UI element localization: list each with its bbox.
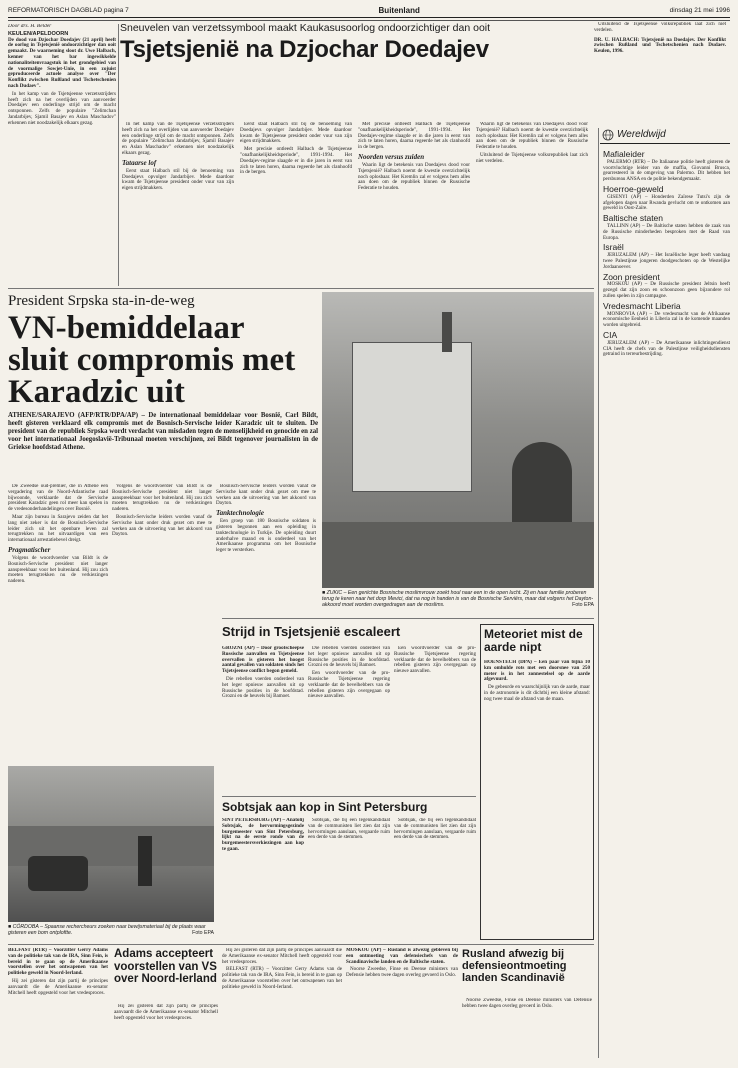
- chechnya-subhead: Tataarse lof: [122, 158, 157, 167]
- sidebar-wereldwijd: [603, 148, 730, 1053]
- photo-chimney: [442, 312, 452, 352]
- sidebar-item-head: Hoerroe-geweld: [603, 183, 664, 194]
- photo-stove-woman: [322, 292, 594, 588]
- vn-paragraph: Volgens de woordvoerder van Bildt is de Bosnisch-Servische president niet langer aanspreekbaar voor het buitenland. Hij zou zich moeten terugtrekken nu de verkiezingen naderen.: [8, 554, 108, 585]
- vn-paragraph: Volgens de woordvoerder van Bildt is de Bosnisch-Servische president niet langer aanspreekbaar voor het buitenland. Hij zou zich moeten terugtrekken nu de verkiezingen naderen.: [112, 484, 212, 513]
- vn-subhead: Tanktechnologie: [216, 509, 264, 518]
- sidebar-item-text: GISENYI (AP) – Honderden Zaïrese Tutsi's zijn de afgelopen dagen naar Rwanda gevlucht om te ontkomen aan geweld in Oost-Zaïre.: [603, 193, 730, 212]
- chechnya-title: Tsjetsjenië na Dzjochar Doedajev: [120, 36, 489, 63]
- chechnya-kicker: Sneuvelen van verzetssymbool maakt Kaukasusoorlog ondoorzichtiger dan ooit: [120, 22, 491, 34]
- sidebar-item-text: TALLINN (AP) – De Baltische staten hebben de zaak van de Russische minderheden besproken met de Raad van Europa.: [603, 222, 730, 241]
- sidebar-item-text: MOSKOU (AP) – De Russische president Jeltsin heeft gezegd dat zijn zoon en schoonzoon geen bijzondere rol zullen spelen in zijn campagne.: [603, 281, 730, 299]
- rusland-lead: MOSKOU (AP) – Rusland is afwezig gebleven bij een ontmoeting van defensiechefs van de Scandinavische landen en de Baltische staten.: [346, 948, 458, 965]
- vn-lead: ATHENE/SARAJEVO (AFP/RTR/DPA/AP) – De internationaal bemiddelaar voor Bosnië, Carl Bildt, heeft gisteren verklaard elk compromis met de Bosnisch-Servische leider Karadzic uit te sluiten. De president van de republiek Srpska wordt verdacht van misdaden tegen de menselijkheid en genocide en zal voor het internationaal Joegoslavië-Tribunaal moeten verschijnen, zei Bildt tegenover journalisten in de Griekse hoofdstad Athene.: [8, 412, 318, 451]
- chechnya-paragraph: Met precisie ontleedt Halbach de Tsjetsjeense "onafhankelijkheidsperiode", 1991-1994. Het Doedajev-regime slaagde er in die jaren in eerst van zich te laten horen, daarna regeerde het als clanhoofd in de bergen.: [358, 122, 470, 151]
- strijd-lead: GROZNI (AP) – Door grootscheepse Russische aanvallen en Tsjetsjeense overvallen is gisteren het hoogst aantal gevallen van soldaten sinds het Tsjetsjeense conflict begon gemeld.: [222, 646, 304, 675]
- sidebar-item-head: Vredesmacht Liberia: [603, 300, 681, 311]
- adams-col-1: [8, 948, 108, 1058]
- chechnya-lead: De dood van Dzjochar Doedajev (21 april) heeft de oorlog in Tsjetsjenië ondoorzichtiger dan ooit gemaakt. De waarneming sloot dr. Uwe Halbach, kenner van het bar ingewikkelde nationaliteitenvraagstuk in het grondgebied van de voormalige Sowjet-Unie, in een zojuist geproduceerde actuele analyse over "Der Konflikt zwischen Rußland und Tschetschenien nach Dudaev".: [8, 36, 116, 89]
- meteoriet-lead: HOENSTECH (DPA) – Een paar van bijna 10 km omhulde rots met een doorsnee van 250 meter is in het zonnestelsel op de aarde afgevuurd.: [484, 660, 590, 683]
- vn-paragraph: Bosnisch-Servische leiders worden vanaf de Servische kant onder druk gezet om mee te werken aan de uitvoering van het akkoord van Dayton.: [112, 513, 212, 538]
- rusland-paragraph: Noorse Zweedse, Finse en Deense ministers van Defensie hebben twee dagen overleg gevoerd in Oslo.: [462, 998, 592, 1009]
- photo-car: [28, 856, 88, 891]
- chechnya-byline: Door drs. H. Belder: [8, 24, 52, 29]
- adams-paragraph: Hij zei gisteren dat zijn partij de principes aanvaardt die de Amerikaanse ex-senator Mitchell heeft opgesteld voor het vredesproces.: [8, 977, 108, 996]
- vn-subhead: Pragmatischer: [8, 545, 51, 554]
- section-rule: [8, 288, 594, 289]
- strijd-paragraph: Die rebellen voerden onderdeel van het leger opnieuw aanvallen uit op Russische posities in de hoofdstad. Grozni en de heuvels bij Bamoet.: [222, 675, 304, 700]
- rusland-col-2: [462, 998, 592, 1058]
- photo-caption: [8, 924, 214, 936]
- chechnya-paragraph: In het kamp van de Tsjetsjeense verzetsstrijders heeft zich na het overlijden van aanvoerder Doedajev een onderlinge strijd om de macht ontsponnen. Zelfs de populaire "Zelimchan Jandarbijev, Sjamil Basajev en Aslan Maschadov" erkennen niet noodzakelijk elkaars gezag.: [8, 90, 116, 126]
- section-rule: [222, 796, 476, 797]
- sidebar-title: Wereldwijd: [617, 129, 666, 140]
- strijd-paragraph: Een woordvoerder van de pro-Russische Tsjetsjeense regering verklaarde dat de bevelhebbers van de rebellen gisteren zijn overgegaan op nieuwe aanvallen.: [308, 670, 390, 700]
- sobtsjak-paragraph: Sobtsjak, die bij een tegenkandidaat van de communisten liet zien dat zijn hervormingen aanslaan, vergaarde ruim een derde van de stemmen.: [308, 818, 390, 841]
- header-section: Buitenland: [378, 6, 420, 15]
- chechnya-paragraph: Met precisie ontleedt Halbach de Tsjetsjeense "onafhankelijkheidsperiode", 1991-1994. Het Doedajev-regime slaagde er in die jaren in eerst van zich te laten horen, daarna regeerde het als clanhoofd in de bergen.: [240, 146, 352, 176]
- chechnya-col-3: [240, 122, 352, 286]
- strijd-col-2: [308, 646, 390, 792]
- meteoriet-title: Meteoriet mist de aarde nipt: [484, 627, 583, 654]
- strijd-paragraph: Een woordvoerder van de pro-Russische Tsjetsjeense regering verklaarde dat de bevelhebbers van de rebellen gisteren zijn overgegaan op nieuwe aanvallen.: [394, 646, 476, 675]
- meteoriet-body: [484, 660, 590, 936]
- section-rule: [8, 944, 594, 945]
- chechnya-paragraph: Uitsluitend de Tsjetsjeense volksrepubliek laat zich niet verdelen.: [594, 22, 726, 33]
- adams-paragraph: BELFAST (RTR) – Voorzitter Gerry Adams van de politieke tak van de IRA, Sinn Fein, is bereid in te gaan op de Amerikaanse voorstellen over het ontwapenen van het politieke geweld in Noord-Ierland.: [222, 966, 342, 990]
- chechnya-paragraph: Waarin ligt de betekenis van Doedajevs dood voor Tsjetsjenië? Halbach noemt de kwestie overzichtelijk noch oplosbaar. Het Kremlin zal er volgens hem alles aan doen om de republiek binnen de Russische Federatie te houden.: [358, 161, 470, 192]
- vn-paragraph: De Zweedse oud-premier, die in Athene een vergadering van de Noord-Atlantische raad bijwoonde, verklaarde dat de Servische president Karadzic geen rol meer kan spelen in de vredesonderhandelingen over Bosnië.: [8, 484, 108, 513]
- sobtsjak-title: Sobtsjak aan kop in Sint Petersburg: [222, 800, 428, 814]
- adams-paragraph: Hij zei gisteren dat zijn partij de principes aanvaardt die de Amerikaanse ex-senator Mitchell heeft opgesteld voor het vredesproces.: [222, 948, 342, 965]
- page-header: [8, 4, 730, 18]
- sobtsjak-paragraph: Sobtsjak, die bij een tegenkandidaat van de communisten liet zien dat zijn hervormingen aanslaan, vergaarde ruim een derde van de stemmen.: [394, 818, 476, 841]
- chechnya-subhead: Noorden versus zuiden: [358, 152, 425, 161]
- photo-caption: [322, 590, 594, 608]
- chechnya-paragraph: Waarin ligt de betekenis van Doedajevs dood voor Tsjetsjenië? Halbach noemt de kwestie overzichtelijk noch oplosbaar. Het Kremlin zal er volgens hem alles aan doen om de republiek binnen de Russische Federatie te houden.: [476, 122, 588, 151]
- chechnya-paragraph: Eerst staat Halbach stil bij de benoeming van Doedajevs opvolger Jandarbijev. Mede daardoor kwam de Tsjetsjeense president onder vuur van zijn eigen strijdmakkers.: [240, 122, 352, 145]
- sidebar-header: [600, 128, 730, 144]
- chechnya-paragraph: In het kamp van de Tsjetsjeense verzetsstrijders heeft zich na het overlijden van aanvoerder Doedajev een onderlinge strijd om de macht ontsponnen. Zelfs de populaire "Zelimchan Jandarbijev, Sjamil Basajev en Aslan Maschadov" erkennen niet noodzakelijk elkaars gezag.: [122, 122, 234, 156]
- chechnya-paragraph: Eerst staat Halbach stil bij de benoeming van Doedajevs opvolger Jandarbijev. Mede daardoor kwam de Tsjetsjeense president onder vuur van zijn eigen strijdmakkers.: [122, 167, 234, 192]
- vn-title: VN-bemiddelaar sluit compromis met Karadzic uit: [8, 310, 296, 410]
- chechnya-col-2: [122, 122, 234, 286]
- caption-text: CÓRDOBA – Spaanse rechercheurs zoeken naar bewijsmateriaal bij de plaats waar gisteren een bom ontploftte.: [8, 924, 206, 936]
- rusland-col-1: [346, 948, 458, 1058]
- vn-col-2: [112, 484, 212, 760]
- adams-title: Adams accepteert voorstellen van VS over Noord-Ierland: [114, 948, 217, 985]
- chechnya-book-note: DR. U. HALBACH: Tsjetsjenië na Doedajev. Der Konflikt zwischen Rußland und Tschetschenien nach Dudaev. Keulen, 1996.: [594, 36, 726, 55]
- chechnya-col-1: [8, 24, 116, 286]
- caption-marker: ■: [8, 924, 12, 930]
- adams-col-2: [114, 1004, 218, 1058]
- rusland-title: Rusland afwezig bij defensieontmoeting landen Scandinavië: [462, 948, 567, 984]
- photo-stove: [352, 342, 472, 492]
- sobtsjak-col-1: [222, 818, 304, 942]
- chechnya-paragraph: Uitsluitend de Tsjetsjeense volksrepubliek laat zich niet verdelen.: [476, 151, 588, 164]
- rusland-paragraph: Noorse Zweedse, Finse en Deense ministers van Defensie hebben twee dagen overleg gevoerd in Oslo.: [346, 966, 458, 979]
- photo-credit: Foto EPA: [192, 930, 214, 936]
- vn-kicker: President Srpska sta-in-de-weg: [8, 293, 195, 309]
- photo-credit: Foto EPA: [572, 602, 594, 608]
- sidebar-item-head: Mafialeider: [603, 149, 645, 159]
- chechnya-col-4: [358, 122, 470, 286]
- adams-lead: BELFAST (RTR) – Voorzitter Gerry Adams van de politieke tak van de IRA, Sinn Fein, is bereid in te gaan op de Amerikaanse voorstellen over het ontwapenen van het politieke geweld in Noord-Ierland.: [8, 948, 108, 977]
- chechnya-col-6: [594, 22, 726, 122]
- photo-ground: [322, 522, 594, 588]
- meteoriet-paragraph: De gebeurde en waarschijnlijk van de aarde, maar in de astronomie is dit dichtbij een kleine afstand: nog twee maal de afstand van de maan.: [484, 684, 590, 702]
- sobtsjak-lead: SINT PETERSBURG (AP) – Anatolij Sobtsjak, de hervormingsgezinde burgemeester van Sint Petersburg, lijkt na de eerste ronde van de burgemeestersverkiezingen aan kop te gaan.: [222, 818, 304, 852]
- chechnya-dateline: KEULEN/APELDOORN: [8, 30, 69, 37]
- sidebar-item-text: JERUZALEM (AP) – De Amerikaanse inlichtingendienst CIA heeft de chefs van de Palestijnse veiligheidsdiensten getraind in terreurbestrijding.: [603, 339, 730, 358]
- header-rule: [8, 20, 730, 21]
- chechnya-col-5: [476, 122, 588, 286]
- globe-icon: [602, 129, 614, 141]
- sidebar-item-head: CIA: [603, 329, 618, 340]
- vn-paragraph: Een groep van 180 Bosnische soldaten is gisteren begonnen aan een opleiding in tanktechnologie in Turkije. De opleiding duurt anderhalve maand en is onderdeel van het Amerikaanse programma om het Bosnische leger te versterken.: [216, 518, 316, 554]
- strijd-col-3: [394, 646, 476, 792]
- adams-paragraph: Hij zei gisteren dat zijn partij de principes aanvaardt die de Amerikaanse ex-senator Mitchell heeft opgesteld voor het vredesproces.: [114, 1004, 218, 1021]
- strijd-title: Strijd in Tsjetsjenië escaleert: [222, 624, 401, 639]
- caption-marker: ■: [322, 590, 326, 596]
- sidebar-item-head: Zoon president: [603, 271, 660, 282]
- sobtsjak-col-2: [308, 818, 390, 942]
- vn-paragraph: Maar zijn bureau in Sarajevo zeiden dat het lang niet zeker is dat de Bosnisch-Servische leider zich uit het openbare leven zal terugtrekken nu het uitvaardigen van een internationaal arrestatiebevel dreigt.: [8, 513, 108, 544]
- sidebar-rule: [598, 128, 599, 1058]
- photo-cordoba: [8, 766, 214, 922]
- sidebar-item-text: JERUZALEM (AP) – Het Israëlische leger heeft vandaag twee Palestijnse jongeren doodgeschoten op de Westelijke Jordaanoever.: [603, 252, 730, 270]
- sobtsjak-col-3: [394, 818, 476, 942]
- column-rule: [118, 24, 119, 286]
- header-date: dinsdag 21 mei 1996: [669, 7, 730, 14]
- adams-col-3: [222, 948, 342, 1058]
- section-rule: [222, 618, 594, 619]
- sidebar-item-head: Israël: [603, 242, 624, 253]
- sidebar-item-head: Baltische staten: [603, 213, 664, 224]
- header-paper-name: REFORMATORISCH DAGBLAD pagina 7: [8, 7, 129, 14]
- strijd-col-1: [222, 646, 304, 792]
- sidebar-item-text: PALERMO (RTR) – De Italiaanse politie heeft gisteren de voortvluchtige leider van de maffia, Giovanni Brusca, gearresteerd in de omgeving van Palermo. Dit hebben het persbureau ANSA en de politie bekendgemaakt.: [603, 158, 730, 183]
- caption-text: ZUKIC – Een geriichte Bosnische moslimvrouw zoekt houl naar een in de open lucht. Zij en haar familie proberen terug te keren naar het dorp Mevici, dat na nog in handen is van de Bosnische Serviërs, maar dat volgens het Dayton-akkoord moet worden overgedragen aan de moslims.: [322, 590, 594, 608]
- vn-paragraph: Bosnisch-Servische leiders worden vanaf de Servische kant onder druk gezet om mee te werken aan de uitvoering van het akkoord van Dayton.: [216, 484, 316, 507]
- photo-officer: [138, 836, 152, 886]
- strijd-paragraph: Die rebellen voerden onderdeel van het leger opnieuw aanvallen uit op Russische posities in de hoofdstad. Grozni en de heuvels bij Bamoet.: [308, 646, 390, 669]
- sidebar-item-text: MONROVIA (AP) – De vredesmacht van de Afrikaanse economische Eenheid in Liberia zal in de komende maanden worden uitgebreid.: [603, 310, 730, 329]
- vn-col-1: [8, 484, 108, 760]
